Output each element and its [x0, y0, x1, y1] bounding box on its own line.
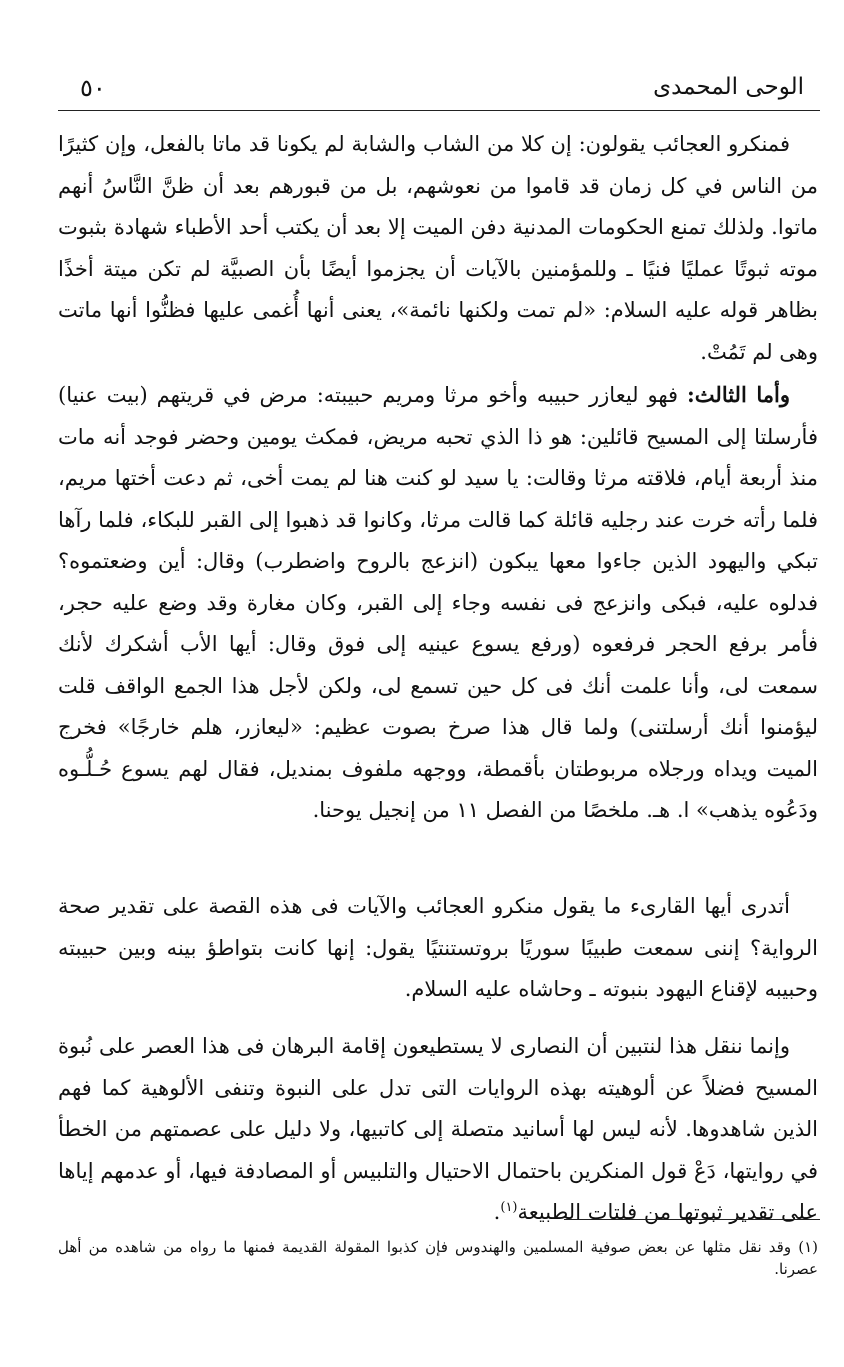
- footnote-marker: (١): [500, 1200, 518, 1215]
- paragraph-2: [58, 374, 818, 876]
- body-text: [58, 124, 818, 1234]
- page-number: ٥٠: [80, 74, 106, 102]
- paragraph-4-text: وإنما ننقل هذا لنتبين أن النصارى لا يستطيعون إقامة البرهان فى هذا العصر على نُبوة المسيح فضلاً عن ألوهيته بهذه الروايات التى تدل على النبوة وتنفى الألوهية كما فهم الذين شاهدوها. لأنه ليس لها أسانيد متصلة إلى كاتبيها، ولا دليل على عصمتهم من الخطأ في روايتها، دَعْ قول المنكرين باحتمال الاحتيال والتلبيس أو المصادفة فيها، أو عدمهم إياها على تقدير ثبوتها من فلتات الطبيعة: [58, 1034, 818, 1224]
- paragraph-3: أتدرى أيها القارىء ما يقول منكرو العجائب والآيات فى هذه القصة على تقدير صحة الرواية؟ إننى سمعت طبيبًا سوريًا بروتستنتيًا يقول: إنها كانت بتواطؤ بينه وبين حبيبته وحبيبه لإقناع اليهود بنبوته ـ وحاشاه عليه السلام.: [58, 894, 818, 1001]
- paragraph-2-text: فهو ليعازر حبيبه وأخو مرثا ومريم حبيبته: مرض في قريتهم (بيت عنيا) فأرسلتا إلى المسيح قائلين: هو ذا الذي تحبه مريض، فمكث يومين وحضر فوجد أنه مات منذ أربعة أيام، فلاقته مرثا وقالت: يا سيد لو كنت هنا لم يمت أخى، ثم دعت أختها مريم، فلما رأته خرت عند رجليه قائلة كما قالت مرثا، وكانوا قد ذهبوا إلى القبر للبكاء، فلما رآها تبكي واليهود الذين جاءوا معها يبكون (انزعج بالروح واضطرب) وقال: أين وضعتموه؟ فدلوه عليه، فبكى وانزعج فى نفسه وجاء إلى القبر، وكان مغارة وقد وضع عليه حجر، فأمر برفع الحجر فرفعوه (ورفع يسوع عينيه إلى فوق وقال: أيها الأب أشكرك لأنك سمعت لى، وأنا علمت أنك فى كل حين تسمع لى، ولكن لأجل هذا الجمع الواقف قلت ليؤمنوا أنك أرسلتنى) ولما قال هذا صرخ بصوت عظيم: «ليعازر، هلم خارجًا» فخرج الميت ويداه ورجلاه مربوطتان بأقمطة، ووجهه ملفوف بمنديل، فقال لهم يسوع حُـلُّـوه ودَعُوه يذهب» ا. هـ. ملخصًا من الفصل ١١ من إنجيل يوحنا.: [58, 383, 818, 822]
- running-title: الوحى المحمدى: [653, 74, 804, 100]
- header-rule: [58, 110, 820, 111]
- paragraph-4-end: .: [493, 1200, 501, 1224]
- paragraph-4: [58, 1026, 818, 1234]
- paragraph-1: فمنكرو العجائب يقولون: إن كلا من الشاب والشابة لم يكونا قد ماتا بالفعل، وإن كثيرًا من الناس في كل زمان قد قاموا من نعوشهم، بل من قبورهم بعد أن ظنَّ النَّاسُ أنهم ماتوا. ولذلك تمنع الحكومات المدنية دفن الميت إلا بعد أن يكتب أحد الأطباء شهادة بثبوت موته ثبوتًا عمليًا فنيًا ـ وللمؤمنين بالآيات أن يجزموا أيضًا بأن الصبيَّة لم تكن ميتة أخذًا بظاهر قوله عليه السلام: «لم تمت ولكنها نائمة»، يعنى أنها أُغمى عليها فظنُّوا أنها ماتت وهى لم تَمُتْ.: [58, 132, 818, 364]
- footnote-rule: [564, 1219, 820, 1220]
- page-header: [58, 74, 818, 110]
- paragraph-2-lead: وأما الثالث:: [687, 382, 790, 407]
- footnote: (١) وقد نقل مثلها عن بعض صوفية المسلمين والهندوس فإن كذبوا المقولة القديمة فمنها ما رواه من شاهده من أهل عصرنا.: [58, 1238, 818, 1278]
